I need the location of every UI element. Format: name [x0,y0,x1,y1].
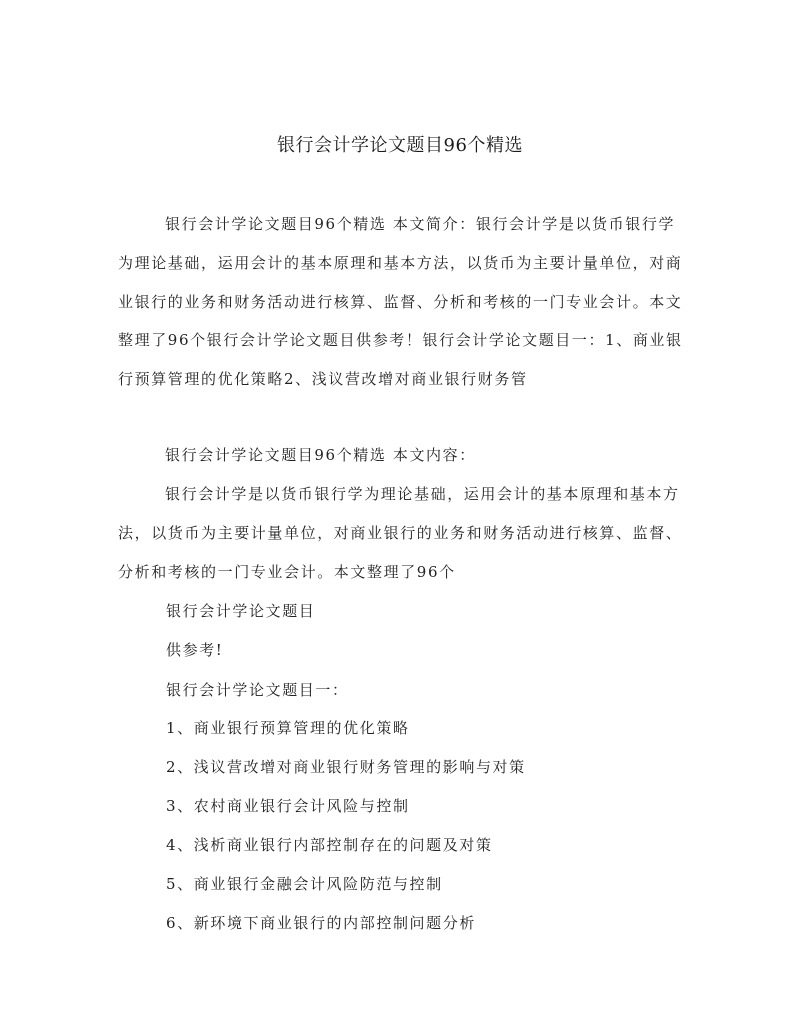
document-title: 银行会计学论文题目96个精选 [277,135,523,156]
content-paragraph: 银行会计学是以货币银行学为理论基础，运用会计的基本原理和基本方法，以货币为主要计量单位，对商业银行的业务和财务活动进行核算、监督、分析和考核的一门专业会计。本文整理了96个 [118,485,683,581]
list-item: 6、新环境下商业银行的内部控制问题分析 [166,914,476,932]
section-heading: 银行会计学论文题目一： [166,681,349,699]
intro-paragraph: 银行会计学论文题目96个精选 本文简介：银行会计学是以货币银行学为理论基础，运用会计的基本原理和基本方法，以货币为主要计量单位，对商业银行的业务和财务活动进行核算、监督、分析和考核的一门专业会计。本文整理了96个银行会计学论文题目供参考！银行会计学论文题目一：1、商业银行预算管理的优化策略2、浅议营改增对商业银行财务管 [118,215,683,389]
list-item: 3、农村商业银行会计风险与控制 [166,797,410,815]
list-item: 5、商业银行金融会计风险防范与控制 [166,875,443,893]
list-item: 4、浅析商业银行内部控制存在的问题及对策 [166,836,493,854]
topics-line: 银行会计学论文题目 [166,602,316,620]
list-item: 2、浅议营改增对商业银行财务管理的影响与对策 [166,758,526,776]
list-item: 1、商业银行预算管理的优化策略 [166,719,410,737]
reference-line: 供参考! [166,641,224,659]
content-heading: 银行会计学论文题目96个精选 本文内容： [165,446,476,464]
